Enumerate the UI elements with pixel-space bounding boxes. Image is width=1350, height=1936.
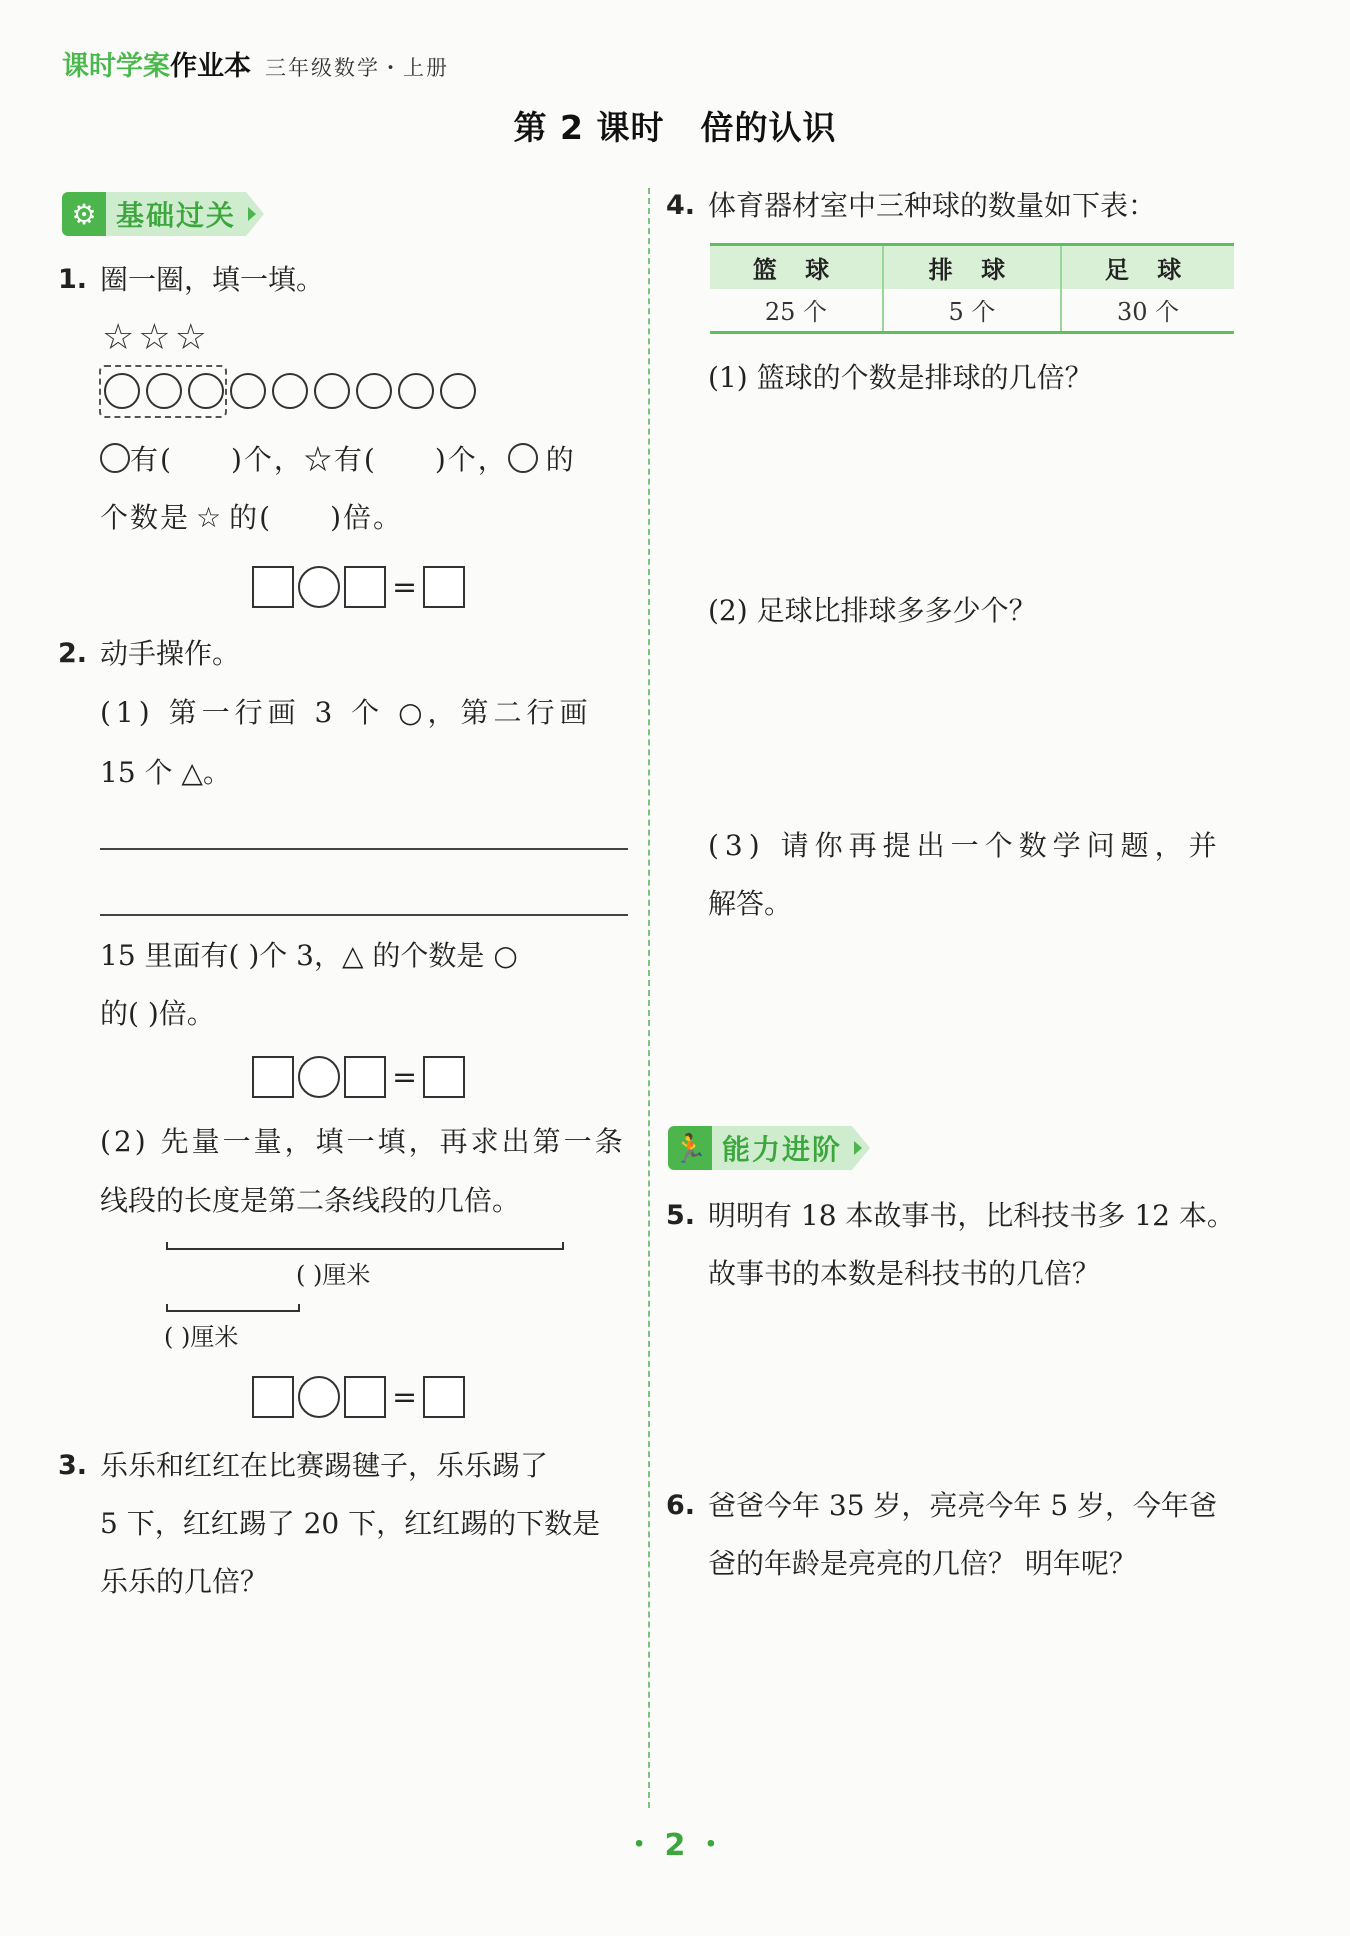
q6-line2: 爸的年龄是亮亮的几倍？ 明年呢？ <box>708 1547 1137 1580</box>
answer-box[interactable] <box>252 1056 294 1098</box>
tag-arrow-icon <box>246 192 264 236</box>
q2-fill-line2: 的( )倍。 <box>100 997 215 1030</box>
equals-sign: = <box>392 569 418 605</box>
q3-line1: 乐乐和红红在比赛踢毽子，乐乐踢了 <box>100 1449 549 1482</box>
circle-icon <box>440 373 476 409</box>
answer-box[interactable] <box>344 1056 386 1098</box>
q2-equation-2 <box>252 1376 465 1418</box>
q1-prompt: 圈一圈，填一填。 <box>100 263 325 296</box>
lesson-topic: 倍的认识 <box>700 108 837 147</box>
circle-icon <box>230 373 266 409</box>
page-number: ・ 2 ・ <box>624 1828 726 1863</box>
line-segment-1 <box>166 1242 564 1250</box>
section-basic-label: 基础过关 <box>106 192 246 236</box>
section-advanced-tag <box>668 1126 870 1170</box>
circle-icon <box>146 373 182 409</box>
q2-equation-1 <box>252 1056 465 1098</box>
q4-sub3-line1: (3) 请你再提出一个数学问题，并 <box>708 829 1223 862</box>
circle-icon <box>356 373 392 409</box>
circle-icon <box>314 373 350 409</box>
q6-line1: 爸爸今年 35 岁，亮亮今年 5 岁，今年爸 <box>708 1489 1218 1522</box>
star-icon: ☆ <box>102 317 135 358</box>
q1-equation <box>252 566 465 608</box>
answer-box[interactable] <box>252 566 294 608</box>
page-header <box>62 44 449 83</box>
drawing-line-2[interactable] <box>100 914 628 916</box>
q1-fill-line2: 个数是 ☆ 的( )倍。 <box>100 501 403 534</box>
section-basic-tag <box>62 192 264 236</box>
circle-icon <box>104 373 140 409</box>
brand-green: 课时学案 <box>62 51 170 82</box>
drawing-line-1[interactable] <box>100 848 628 850</box>
q3-line3: 乐乐的几倍？ <box>100 1565 269 1598</box>
q2-prompt: 动手操作。 <box>100 637 241 670</box>
operator-circle[interactable] <box>298 1376 340 1418</box>
circle-icon <box>188 373 224 409</box>
lesson-title <box>0 102 1350 149</box>
q1-circles <box>104 373 476 409</box>
answer-box[interactable] <box>423 1376 465 1418</box>
tag-arrow-icon <box>852 1126 870 1170</box>
circle-icon <box>100 443 130 473</box>
table-cell: 5 个 <box>883 289 1061 333</box>
q1-stars <box>102 317 207 358</box>
section-advanced-label: 能力进阶 <box>712 1126 852 1170</box>
q2-part2-line2: 线段的长度是第二条线段的几倍。 <box>100 1184 521 1217</box>
q2-fill-line1: 15 里面有( )个 3，△ 的个数是 ○ <box>100 939 518 972</box>
runner-icon: 🏃 <box>668 1126 712 1170</box>
table-cell: 25 个 <box>710 289 883 333</box>
table-cell: 30 个 <box>1061 289 1234 333</box>
q1-fill-line1: 有( )个，☆有( )个， 的 <box>100 442 576 477</box>
table-header: 足 球 <box>1061 245 1234 289</box>
circle-icon <box>508 443 538 473</box>
star-icon: ☆ <box>196 501 224 534</box>
q5-line1: 明明有 18 本故事书，比科技书多 12 本。 <box>708 1199 1235 1232</box>
q4-sub1: (1) 篮球的个数是排球的几倍？ <box>708 361 1093 394</box>
answer-box[interactable] <box>252 1376 294 1418</box>
gear-icon: ⚙ <box>62 192 106 236</box>
q5-line2: 故事书的本数是科技书的几倍？ <box>708 1257 1101 1290</box>
table-header: 排 球 <box>883 245 1061 289</box>
q2-number: 2. <box>58 638 88 669</box>
column-divider <box>648 188 650 1808</box>
segment-2-length: ( )厘米 <box>164 1323 239 1351</box>
line-segment-2 <box>166 1304 300 1312</box>
operator-circle[interactable] <box>298 1056 340 1098</box>
answer-box[interactable] <box>423 1056 465 1098</box>
q3-number: 3. <box>58 1450 88 1481</box>
q5-number: 5. <box>666 1200 696 1231</box>
operator-circle[interactable] <box>298 566 340 608</box>
q4-prompt: 体育器材室中三种球的数量如下表： <box>708 189 1157 222</box>
ball-count-table <box>710 243 1234 334</box>
star-icon: ☆ <box>174 317 207 358</box>
answer-box[interactable] <box>344 566 386 608</box>
segment-1-length: ( )厘米 <box>296 1261 371 1289</box>
q6-number: 6. <box>666 1490 696 1521</box>
q2-part1-line2: 15 个 △。 <box>100 756 231 789</box>
equals-sign: = <box>392 1059 418 1095</box>
answer-box[interactable] <box>344 1376 386 1418</box>
q2-part2-line1: (2) 先量一量，填一填，再求出第一条 <box>100 1125 626 1158</box>
table-header: 篮 球 <box>710 245 883 289</box>
star-icon: ☆ <box>303 443 334 476</box>
q4-number: 4. <box>666 190 696 221</box>
book-subtitle: 三年级数学・上册 <box>265 56 449 80</box>
star-icon: ☆ <box>138 317 171 358</box>
q2-part1-line1: (1) 第一行画 3 个 ○，第二行画 <box>100 696 593 729</box>
brand-black: 作业本 <box>170 51 251 82</box>
circle-icon <box>272 373 308 409</box>
q3-line2: 5 下，红红踢了 20 下，红红踢的下数是 <box>100 1507 601 1540</box>
q4-sub2: (2) 足球比排球多多少个？ <box>708 594 1037 627</box>
answer-box[interactable] <box>423 566 465 608</box>
circle-icon <box>398 373 434 409</box>
q4-sub3-line2: 解答。 <box>708 887 793 920</box>
lesson-number: 第 2 课时 <box>513 108 665 147</box>
q1-number: 1. <box>58 264 88 295</box>
equals-sign: = <box>392 1379 418 1415</box>
